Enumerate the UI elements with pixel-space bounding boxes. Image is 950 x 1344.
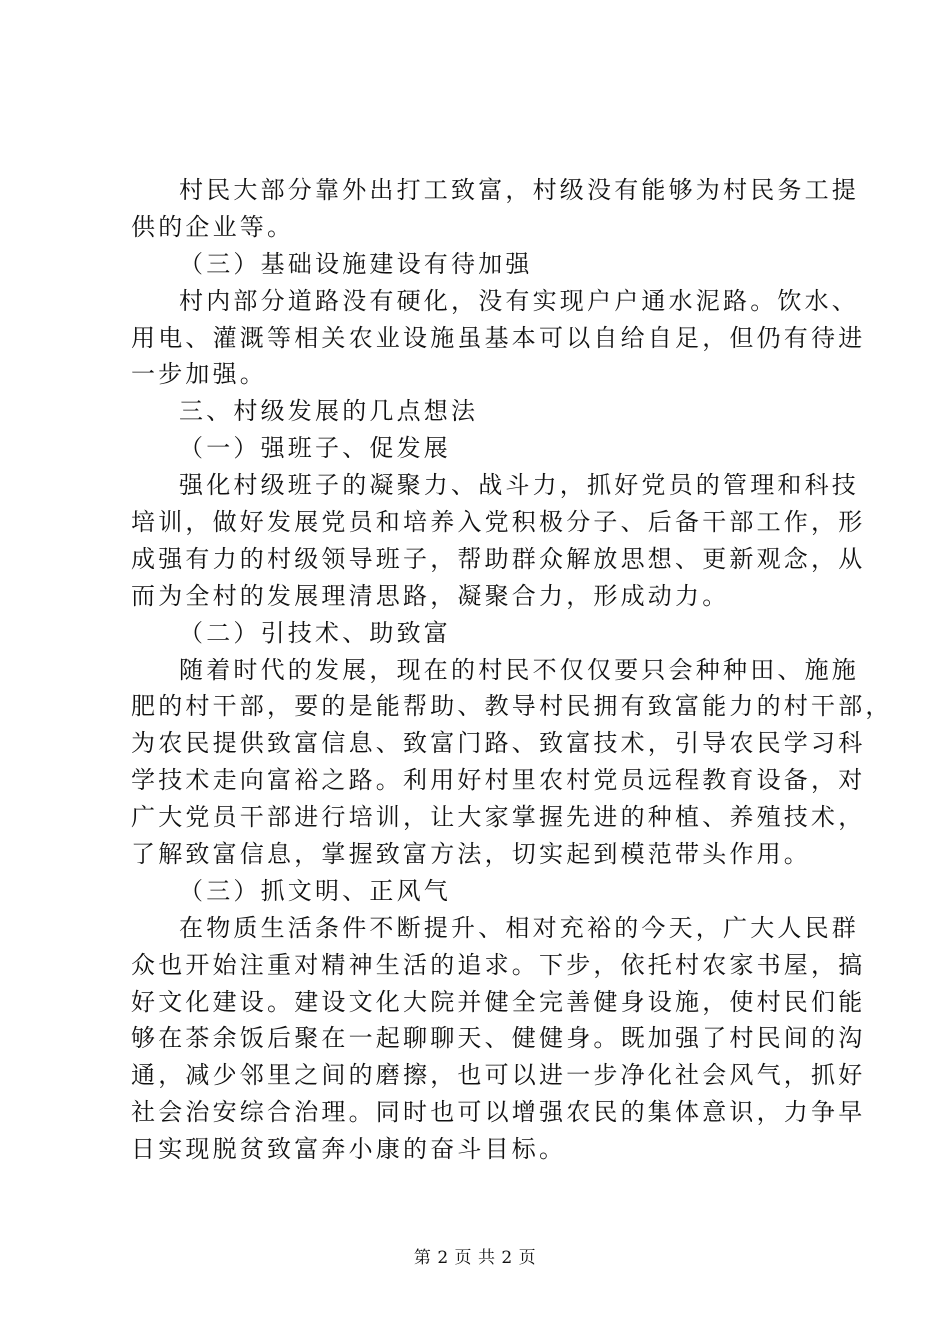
text-line: 学技术走向富裕之路。利用好村里农村党员远程教育设备，对 [131, 766, 866, 795]
text-line: （三）基础设施建设有待加强 [179, 249, 533, 278]
text-line: （一）强班子、促发展 [179, 434, 451, 463]
text-line: 够在茶余饭后聚在一起聊聊天、健健身。既加强了村民间的沟 [131, 1024, 866, 1053]
text-line: 日实现脱贫致富奔小康的奋斗目标。 [131, 1135, 567, 1164]
page-number-footer: 第 2 页 共 2 页 [413, 1248, 537, 1268]
text-line: 村民大部分靠外出打工致富，村级没有能够为村民务工提 [179, 176, 859, 204]
text-line: 三、村级发展的几点想法 [179, 397, 479, 426]
text-line: 社会治安综合治理。同时也可以增强农民的集体意识，力争早 [131, 1098, 866, 1127]
text-line: 众也开始注重对精神生活的追求。下步，依托村农家书屋，搞 [131, 950, 866, 979]
text-line: 了解致富信息，掌握致富方法，切实起到模范带头作用。 [131, 840, 811, 869]
text-line: 好文化建设。建设文化大院并健全完善健身设施，使村民们能 [131, 987, 866, 1016]
text-line: 随着时代的发展，现在的村民不仅仅要只会种种田、施施 [179, 655, 859, 684]
text-line: 而为全村的发展理清思路，凝聚合力，形成动力。 [131, 581, 730, 610]
text-line: 供的企业等。 [131, 212, 295, 241]
text-line: 广大党员干部进行培训，让大家掌握先进的种植、养殖技术， [131, 803, 866, 832]
text-line: 一步加强。 [131, 360, 267, 389]
text-line: 在物质生活条件不断提升、相对充裕的今天，广大人民群 [179, 913, 859, 942]
text-line: （三）抓文明、正风气 [179, 876, 451, 905]
text-line: 为农民提供致富信息、致富门路、致富技术，引导农民学习科 [131, 729, 866, 758]
text-line: 培训，做好发展党员和培养入党积极分子、后备干部工作，形 [131, 508, 866, 537]
text-line: 村内部分道路没有硬化，没有实现户户通水泥路。饮水、 [179, 286, 859, 315]
text-line: 用电、灌溉等相关农业设施虽基本可以自给自足，但仍有待进 [131, 323, 866, 352]
text-line: 成强有力的村级领导班子，帮助群众解放思想、更新观念，从 [131, 544, 866, 573]
document-body [131, 172, 893, 1168]
text-line: （二）引技术、助致富 [179, 618, 451, 647]
text-line: 通，减少邻里之间的磨擦，也可以进一步净化社会风气，抓好 [131, 1061, 866, 1090]
text-line: 肥的村干部，要的是能帮助、教导村民拥有致富能力的村干部， [131, 692, 893, 721]
text-line: 强化村级班子的凝聚力、战斗力，抓好党员的管理和科技 [179, 471, 859, 500]
